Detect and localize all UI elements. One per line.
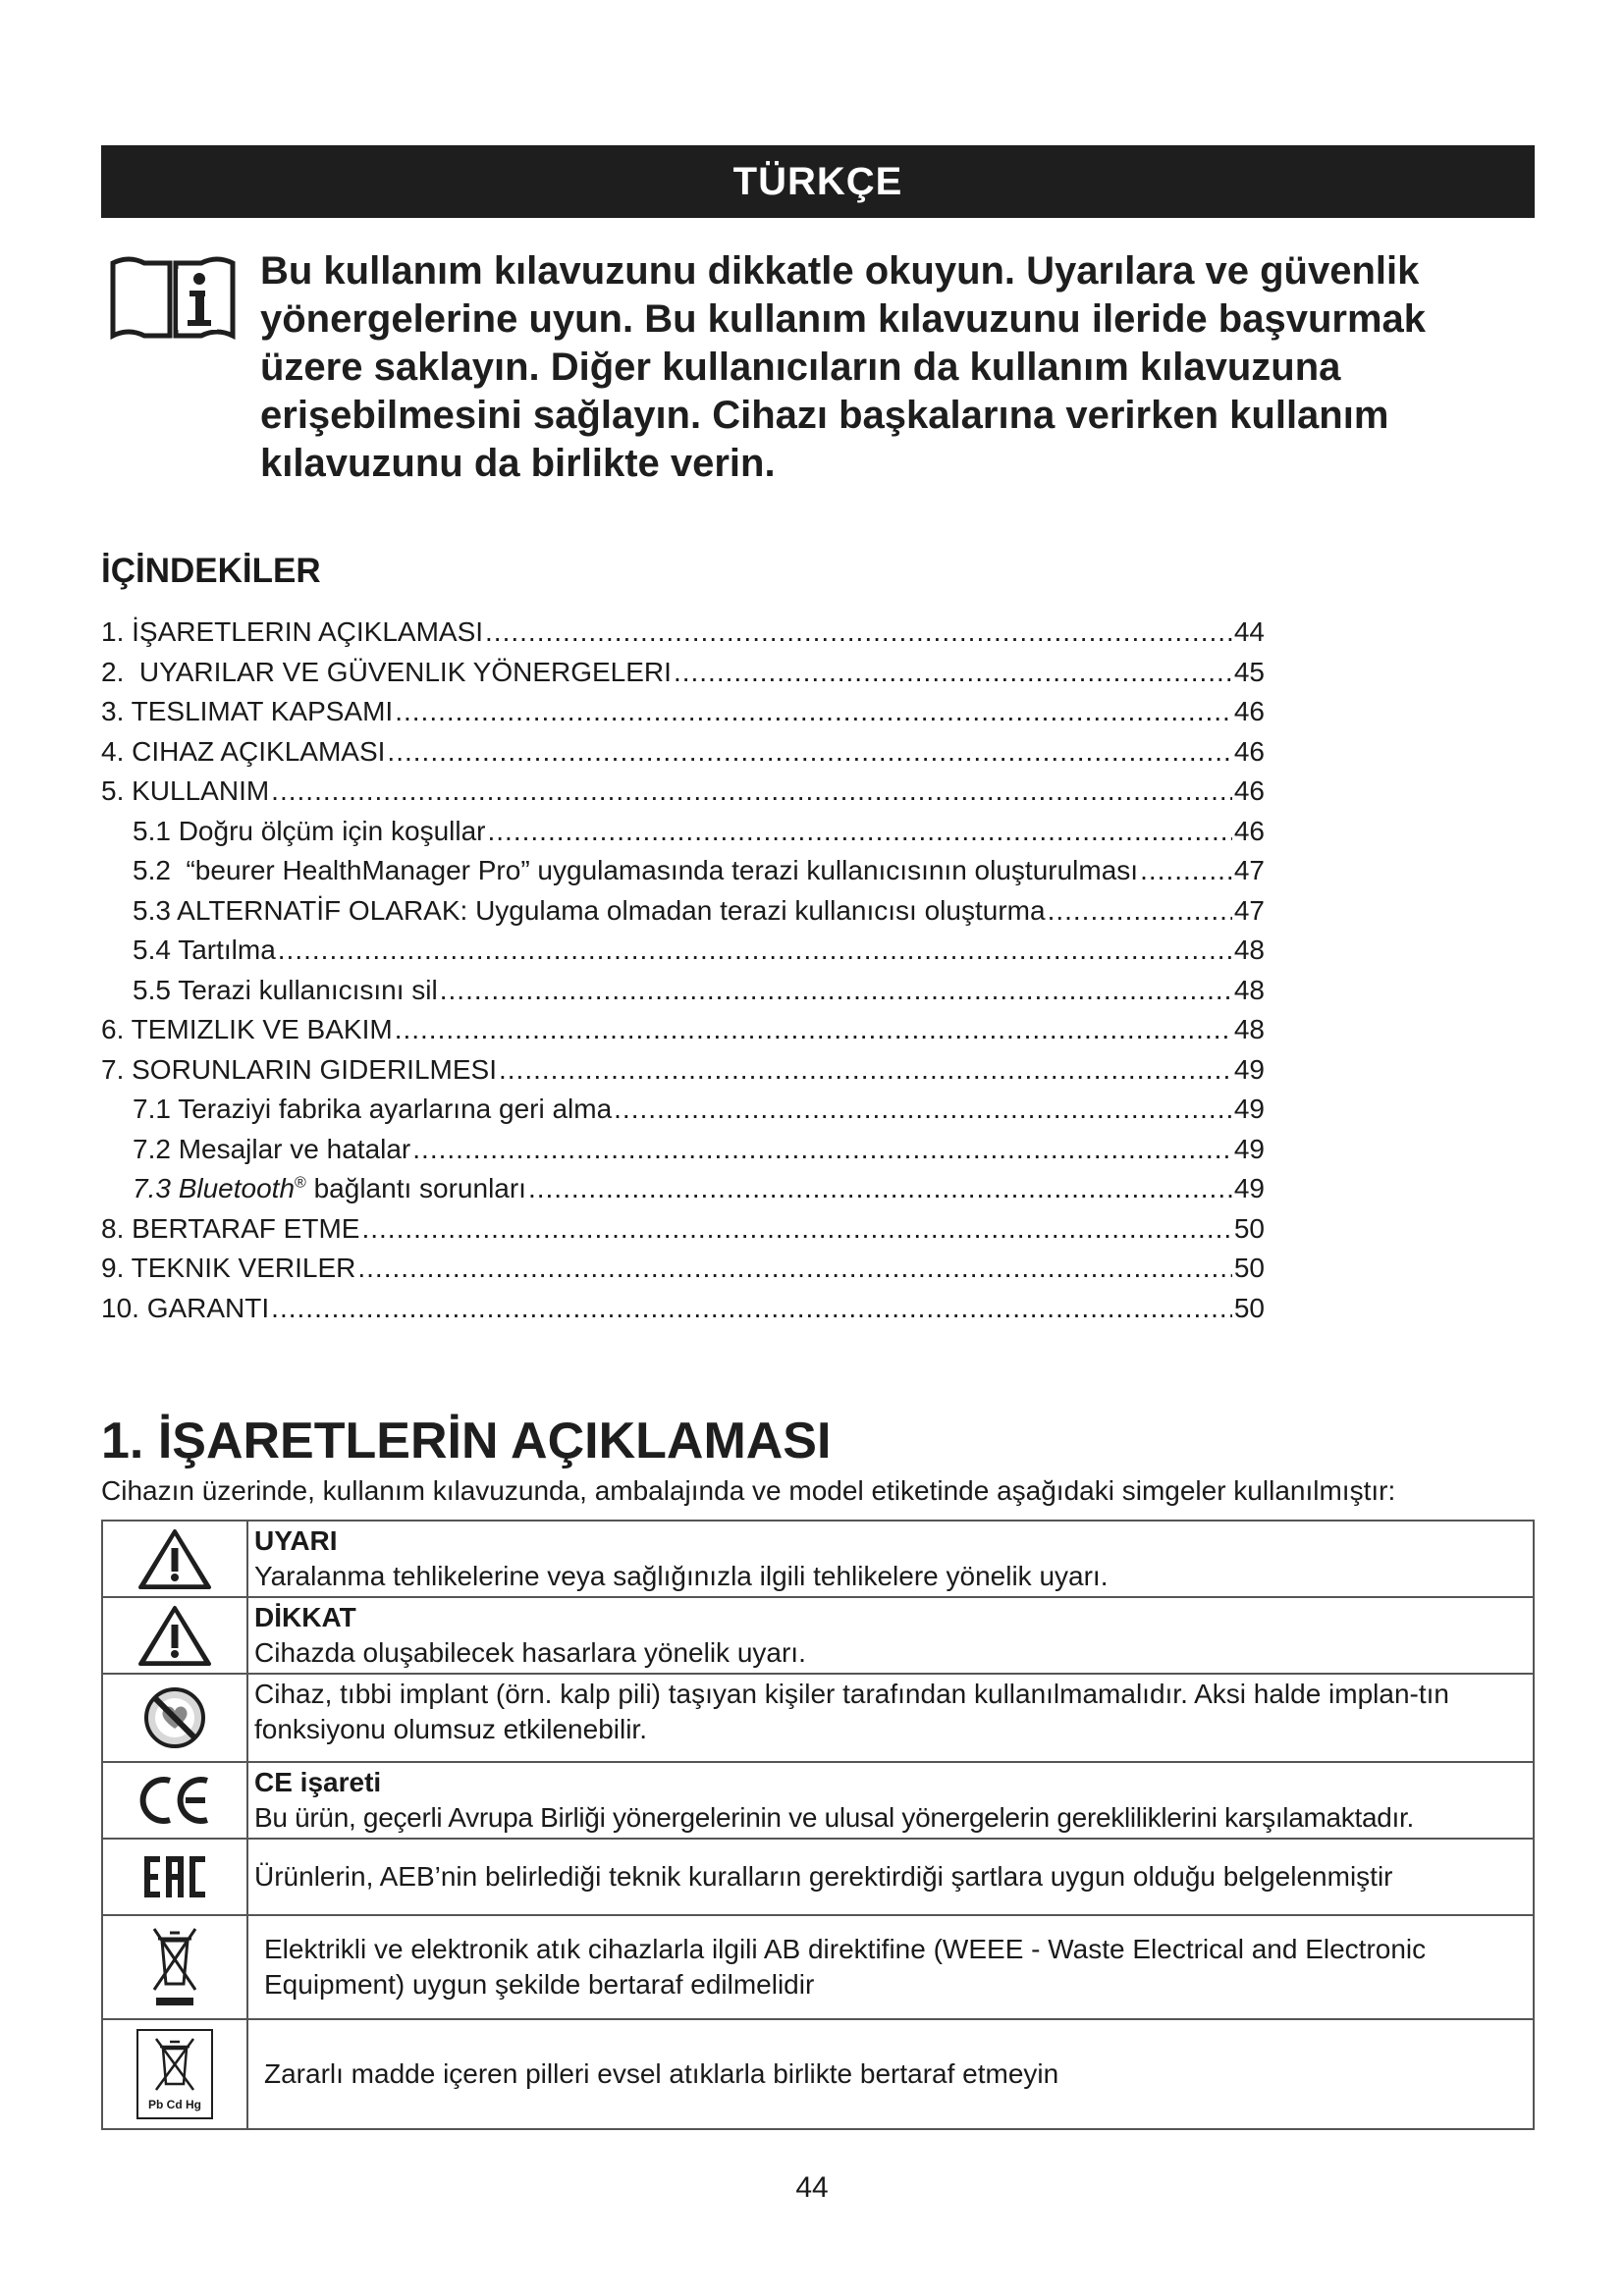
toc-item[interactable]: 5.1 Doğru ölçüm için koşullar ..... 46 xyxy=(101,816,1265,856)
symbol-text: Cihaz, tıbbi implant (örn. kalp pili) taşıyan kişiler tarafından kullanılmamalıdır. Aksi halde implan-tın fonksiyonu olumsuz etkilenebilir. xyxy=(254,1679,1449,1744)
symbol-text: Zararlı madde içeren pilleri evsel atıklarla birlikte bertaraf etmeyin xyxy=(264,2058,1059,2089)
toc-item[interactable]: 9. TEKNIK VERILER ..... 50 xyxy=(101,1253,1265,1293)
section-title: 1. İŞARETLERİN AÇIKLAMASI xyxy=(101,1413,832,1469)
symbol-text: Yaralanma tehlikelerine veya sağlığınızla ilgili tehlikelere yönelik uyarı. xyxy=(254,1561,1109,1591)
warning-triangle-icon xyxy=(136,1526,213,1591)
table-row xyxy=(102,1597,1534,1674)
symbol-title: DİKKAT xyxy=(254,1602,356,1632)
toc-item[interactable]: 4. CIHAZ AÇIKLAMASI ..... 46 xyxy=(101,736,1265,776)
symbol-text: Ürünlerin, AEB’nin belirlediği teknik kuralların gerektirdiği şartlara uygun olduğu belgelenmiştir xyxy=(254,1861,1393,1892)
toc-item[interactable]: 5.5 Terazi kullanıcısını sil ..... 48 xyxy=(101,975,1265,1015)
battery-chemicals-label: Pb Cd Hg xyxy=(148,2098,201,2111)
symbol-text: Cihazda oluşabilecek hasarlara yönelik uyarı. xyxy=(254,1637,806,1668)
toc-item[interactable]: 1. İŞARETLERIN AÇIKLAMASI ..... 44 xyxy=(101,616,1265,657)
toc-item[interactable]: 5.3 ALTERNATİF OLARAK: Uygulama olmadan terazi kullanıcısı oluşturma ..... 47 xyxy=(101,895,1265,935)
toc-item[interactable]: 7.1 Teraziyi fabrika ayarlarına geri alma ..... 49 xyxy=(101,1094,1265,1134)
table-row xyxy=(102,1915,1534,2019)
symbols-table xyxy=(101,1520,1535,2130)
battery-disposal-icon xyxy=(136,2029,213,2119)
toc-item[interactable]: 7. SORUNLARIN GIDERILMESI ..... 49 xyxy=(101,1054,1265,1095)
symbol-title: CE işareti xyxy=(254,1767,382,1797)
toc-item[interactable]: 7.2 Mesajlar ve hatalar ..... 49 xyxy=(101,1134,1265,1174)
caution-triangle-icon xyxy=(136,1603,213,1668)
toc-item[interactable]: 5.4 Tartılma ..... 48 xyxy=(101,934,1265,975)
intro-text: Bu kullanım kılavuzunu dikkatle okuyun. Uyarılara ve güvenlik yönergelerine uyun. Bu kullanım kılavuzunu ileride başvurmak üzere saklayın. Diğer kullanıcıların da kullanım kılavuzuna erişebilmesini sağlayın. Cihazı başkalarına verirken kullanım kılavuzunu da birlikte verin. xyxy=(260,249,1427,485)
eac-mark-icon xyxy=(142,1852,207,1901)
table-row xyxy=(102,1521,1534,1597)
toc-item[interactable]: 5.2 “beurer HealthManager Pro” uygulamasında terazi kullanıcısının oluşturulması ..... 47 xyxy=(101,855,1265,895)
toc-item[interactable]: 6. TEMIZLIK VE BAKIM ..... 48 xyxy=(101,1014,1265,1054)
toc-item[interactable]: 8. BERTARAF ETME ..... 50 xyxy=(101,1213,1265,1254)
page-number: 44 xyxy=(795,2171,829,2204)
table-row xyxy=(102,1839,1534,1915)
no-pacemaker-icon xyxy=(142,1685,207,1750)
info-manual-icon xyxy=(109,253,237,342)
section-intro: Cihazın üzerinde, kullanım kılavuzunda, ambalajında ve model etiketinde aşağıdaki simgeler kullanılmıştır: xyxy=(101,1475,1396,1506)
toc-item[interactable]: 7.3 Bluetooth® bağlantı sorunları ..... 49 xyxy=(101,1173,1265,1213)
table-row xyxy=(102,1674,1534,1762)
table-row xyxy=(102,1762,1534,1839)
table-of-contents xyxy=(101,616,1265,1332)
toc-item[interactable]: 3. TESLIMAT KAPSAMI ..... 46 xyxy=(101,696,1265,736)
weee-bin-icon xyxy=(150,1923,199,2011)
language-header-bar xyxy=(101,145,1535,218)
symbol-title: UYARI xyxy=(254,1525,338,1556)
toc-item[interactable]: 5. KULLANIM ..... 46 xyxy=(101,775,1265,816)
toc-heading: İÇİNDEKİLER xyxy=(101,552,321,590)
symbol-text: Elektrikli ve elektronik atık cihazlarla ilgili AB direktifine (WEEE - Waste Electrical and Electronic Equipment) uygun şekilde bertaraf edilmelidir xyxy=(264,1934,1427,2000)
language-title: TÜRKÇE xyxy=(732,159,903,203)
symbol-text: Bu ürün, geçerli Avrupa Birliği yönergelerinin ve ulusal yönergelerin gerekliliklerini karşılamaktadır. xyxy=(254,1802,1414,1833)
table-row xyxy=(102,2019,1534,2129)
crossed-bin-icon xyxy=(152,2035,197,2094)
ce-mark-icon xyxy=(136,1773,213,1828)
toc-item[interactable]: 2. UYARILAR VE GÜVENLIK YÖNERGELERI ..... 45 xyxy=(101,657,1265,697)
toc-item[interactable]: 10. GARANTI ..... 50 xyxy=(101,1293,1265,1333)
